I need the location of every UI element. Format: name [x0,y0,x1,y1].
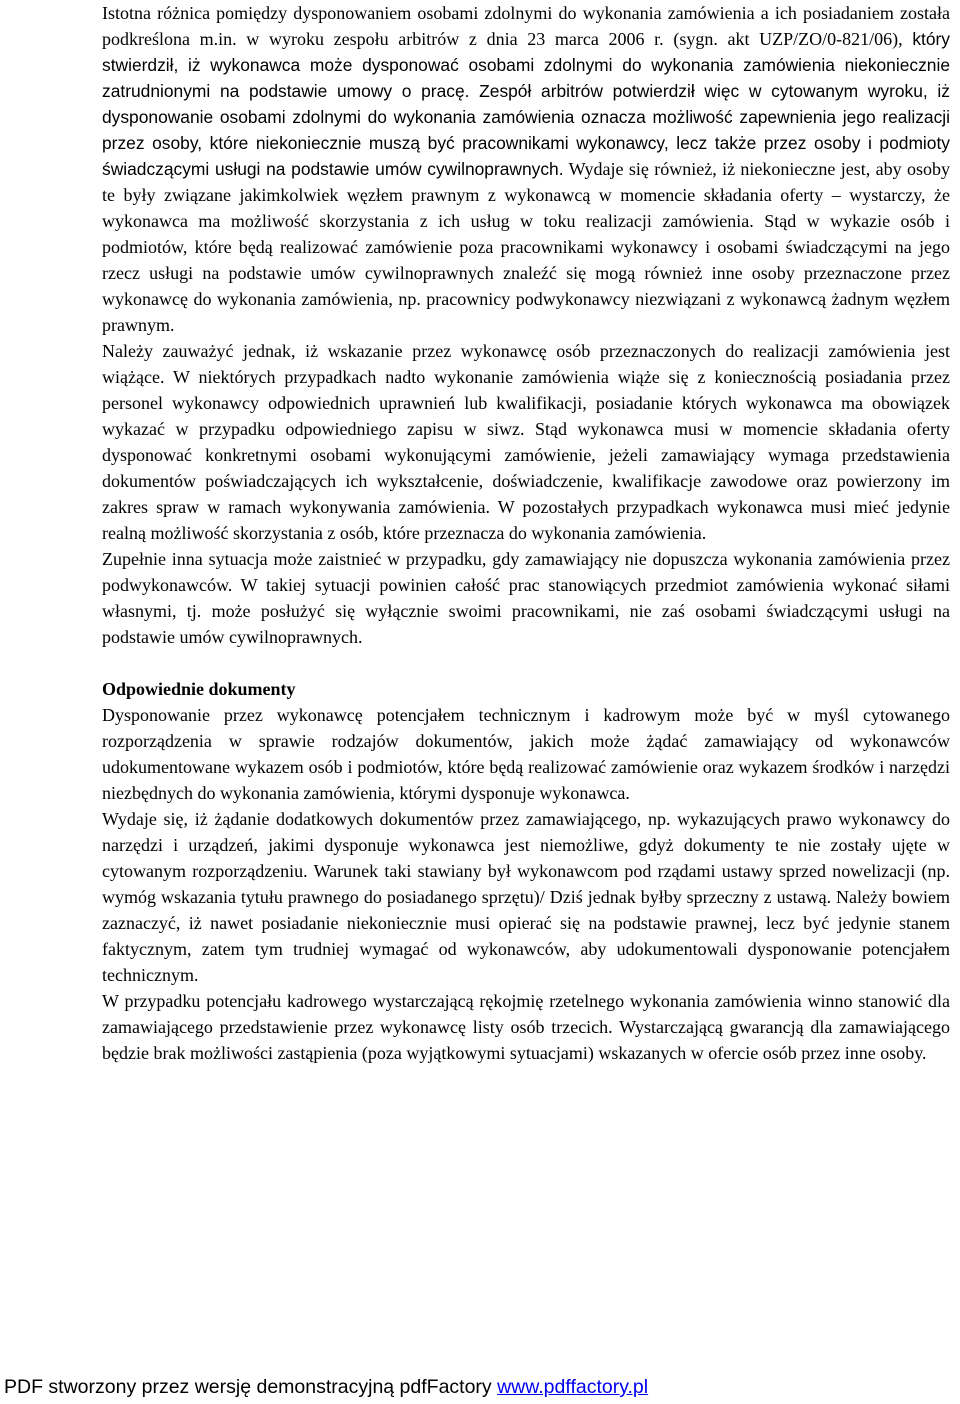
paragraph-5 [102,806,950,988]
section-gap [102,650,950,676]
footer-text: PDF stworzony przez wersję demonstracyjną pdfFactory [4,1376,498,1398]
footer-link[interactable]: www.pdffactory.pl [497,1376,649,1398]
paragraph-2-text: Należy zauważyć jednak, iż wskazanie przez wykonawcę osób przeznaczonych do realizacji zamówienia jest wiążące. W niektórych przypadkach nadto wykonanie zamówienia wiąże się z koniecznością posiadania przez personel wykonawcy odpowiednich uprawnień lub kwalifikacji, posiadanie których wykonawca ma obowiązek wykazać w przypadku odpowiedniego zapisu w siwz. Stąd wykonawca musi w momencie składania oferty dysponować konkretnymi osobami wykonującymi zamówienie, jeżeli zamawiający wymaga przedstawienia dokumentów poświadczających ich wykształcenie, doświadczenie, kwalifikacje zawodowe oraz powierzony im zakres spraw w ramach wykonywania zamówienia. W pozostałych przypadkach wykonawca musi mieć jedynie realną możliwość skorzystania z osób, które przeznacza do wykonania zamówienia. [102,341,950,543]
section-heading: Odpowiednie dokumenty [102,679,296,699]
paragraph-6-text: W przypadku potencjału kadrowego wystarczającą rękojmię rzetelnego wykonania zamówienia winno stanowić dla zamawiającego przedstawienie przez wykonawcę listy osób trzecich. Wystarczającą gwarancją dla zamawiającego będzie brak możliwości zastąpienia (poza wyjątkowymi sytuacjami) wskazanych w ofercie osób przez inne osoby. [102,991,950,1063]
paragraph-1-seg-1: Istotna różnica pomiędzy dysponowaniem osobami zdolnymi do wykonania zamówienia a ich posiadaniem została podkreślona m.in. w wyroku zespołu arbitrów z dnia 23 marca 2006 r. (sygn. akt UZP/ZO/0-821/06), [102,3,950,49]
paragraph-2 [102,338,950,546]
paragraph-1-seg-3: Wydaje się również, iż niekonieczne jest, aby osoby te były związane jakimkolwiek węzłem prawnym z wykonawcą w momencie składania oferty – wystarczy, że wykonawca ma możliwość skorzystania z ich usług w toku realizacji zamówienia. Stąd w wykazie osób i podmiotów, które będą realizować zamówienie poza pracownikami wykonawcy i osobami świadczącymi na jego rzecz usługi na podstawie umów cywilnoprawnych znaleźć się mogą również inne osoby przeznaczone przez wykonawcę do wykonania zamówienia, np. pracownicy podwykonawcy niezwiązani z wykonawcą żadnym węzłem prawnym. [102,159,950,335]
document-body [102,0,950,1066]
paragraph-4 [102,702,950,806]
paragraph-3-text: Zupełnie inna sytuacja może zaistnieć w przypadku, gdy zamawiający nie dopuszcza wykonania zamówienia przez podwykonawców. W takiej sytuacji powinien całość prac stanowiących przedmiot zamówienia wykonać siłami własnymi, tj. może posłużyć się wyłącznie swoimi pracownikami, nie zaś osobami świadczącymi usługi na podstawie umów cywilnoprawnych. [102,549,950,647]
paragraph-1 [102,0,950,338]
paragraph-6 [102,988,950,1066]
paragraph-5-text: Wydaje się, iż żądanie dodatkowych dokumentów przez zamawiającego, np. wykazujących prawo wykonawcy do narzędzi i urządzeń, jakimi dysponuje wykonawca jest niemożliwe, gdyż dokumenty te nie zostały ujęte w cytowanym rozporządzeniu. Warunek taki stawiany był wykonawcom pod rządami ustawy sprzed nowelizacji (np. wymóg wskazania tytułu prawnego do posiadanego sprzętu)/ Dziś jednak byłby sprzeczny z ustawą. Należy bowiem zaznaczyć, iż nawet posiadanie niekoniecznie musi opierać się na podstawie prawnej, lecz być jedynie stanem faktycznym, zatem tym trudniej wymagać od wykonawców, aby udokumentowali dysponowanie potencjałem technicznym. [102,809,950,985]
paragraph-1-seg-2: który stwierdził, iż wykonawca może dysponować osobami zdolnymi do wykonania zamówienia niekoniecznie zatrudnionymi na podstawie umowy o pracę. Zespół arbitrów potwierdził więc w cytowanym wyroku, iż dysponowanie osobami zdolnymi do wykonania zamówienia oznacza możliwość zapewnienia jego realizacji przez osoby, które niekoniecznie muszą być pracownikami wykonawcy, lecz także przez osoby i podmioty świadczącymi usługi na podstawie umów cywilnoprawnych. [102,29,950,179]
paragraph-3 [102,546,950,650]
paragraph-4-text: Dysponowanie przez wykonawcę potencjałem technicznym i kadrowym może być w myśl cytowanego rozporządzenia w sprawie rodzajów dokumentów, jakich może żądać zamawiający od wykonawców udokumentowane wykazem osób i podmiotów, które będą realizować zamówienie oraz wykazem środków i narzędzi niezbędnych do wykonania zamówienia, którymi dysponuje wykonawca. [102,705,950,803]
pdf-footer [4,1374,648,1400]
